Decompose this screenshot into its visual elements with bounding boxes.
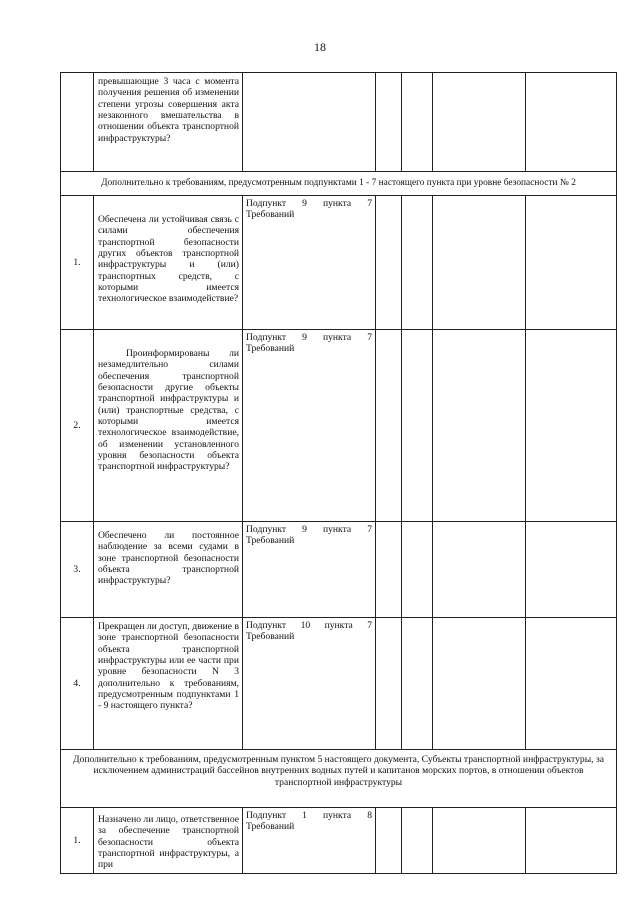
answer-cell: [376, 808, 402, 874]
reference-cell: [243, 196, 376, 330]
reference-cell: [243, 330, 376, 522]
reference-cell: [243, 618, 376, 750]
answer-cell: [526, 618, 617, 750]
reference-cell: [243, 522, 376, 618]
table-row: [61, 522, 617, 618]
row-number-cell: 1.: [61, 808, 94, 874]
reference-line: Подпункт 1 пункта 8: [246, 810, 372, 822]
answer-cell: [402, 73, 433, 172]
row-number-cell: [61, 73, 94, 172]
question-cell: Проинформированы ли незамедлительно силами обеспечения транспортной безопасности другие объекты транспортной инфраструктуры и (или) транспортные средства, с которыми имеется технологическое взаимодействие, об изменении установленного уровня безопасности объекта транспортной инфраструктуры?: [94, 330, 243, 522]
answer-cell: [433, 330, 526, 522]
section-heading-row: [61, 172, 617, 196]
question-cell: Прекращен ли доступ, движение в зоне транспортной безопасности объекта транспортной инфраструктуры или ее части при уровне безопасности N 3 дополнительно к требованиям, предусмотренным подпунктами 1 - 9 настоящего пункта?: [94, 618, 243, 750]
table-row: [61, 808, 617, 874]
checklist-table: [60, 72, 617, 874]
table-row: [61, 196, 617, 330]
answer-cell: [402, 808, 433, 874]
answer-cell: [402, 522, 433, 618]
reference-line: Требований: [246, 209, 295, 221]
section-heading: Дополнительно к требованиям, предусмотренным подпунктами 1 - 7 настоящего пункта при уровне безопасности № 2: [61, 172, 617, 196]
answer-cell: [433, 73, 526, 172]
reference-line: Подпункт 9 пункта 7: [246, 198, 372, 210]
answer-cell: [433, 618, 526, 750]
answer-cell: [526, 73, 617, 172]
answer-cell: [402, 196, 433, 330]
answer-cell: [376, 330, 402, 522]
question-cell: Назначено ли лицо, ответственное за обеспечение транспортной безопасности объекта транспортной инфраструктуры, а при: [94, 808, 243, 874]
reference-line: Подпункт 10 пункта 7: [246, 620, 372, 632]
answer-cell: [433, 808, 526, 874]
section-heading-row: [61, 750, 617, 808]
answer-cell: [526, 522, 617, 618]
answer-cell: [433, 522, 526, 618]
reference-line: Подпункт 9 пункта 7: [246, 524, 372, 536]
answer-cell: [402, 618, 433, 750]
table-row: [61, 618, 617, 750]
table-row: [61, 330, 617, 522]
answer-cell: [376, 196, 402, 330]
answer-cell: [433, 196, 526, 330]
reference-cell: [243, 808, 376, 874]
reference-cell: [243, 73, 376, 172]
answer-cell: [526, 808, 617, 874]
reference-line: Требований: [246, 821, 295, 833]
question-cell: Обеспечено ли постоянное наблюдение за всеми судами в зоне транспортной безопасности объекта транспортной инфраструктуры?: [94, 522, 243, 618]
answer-cell: [526, 330, 617, 522]
row-number-cell: 1.: [61, 196, 94, 330]
answer-cell: [402, 330, 433, 522]
reference-line: Требований: [246, 535, 295, 547]
row-number-cell: 2.: [61, 330, 94, 522]
answer-cell: [376, 522, 402, 618]
reference-line: Требований: [246, 631, 295, 643]
question-cell: Обеспечена ли устойчивая связь с силами обеспечения транспортной безопасности других объектов транспортной инфраструктуры и (или) транспортных средств, с которыми имеется технологическое взаимодействие?: [94, 196, 243, 330]
answer-cell: [376, 618, 402, 750]
answer-cell: [526, 196, 617, 330]
page-number: 18: [314, 40, 326, 54]
reference-line: Подпункт 9 пункта 7: [246, 332, 372, 344]
reference-line: Требований: [246, 343, 295, 355]
section-heading: Дополнительно к требованиям, предусмотренным пунктом 5 настоящего документа, Субъекты транспортной инфраструктуры, за исключением администраций бассейнов внутренних водных путей и капитанов морских портов, в отношении объектов транспортной инфраструктуры: [61, 750, 617, 808]
table-row: [61, 73, 617, 172]
row-number-cell: 3.: [61, 522, 94, 618]
answer-cell: [376, 73, 402, 172]
row-number-cell: 4.: [61, 618, 94, 750]
question-cell: превышающие 3 часа с момента получения решения об изменении степени угрозы совершения акта незаконного вмешательства в отношении объекта транспортной инфраструктуры?: [94, 73, 243, 172]
